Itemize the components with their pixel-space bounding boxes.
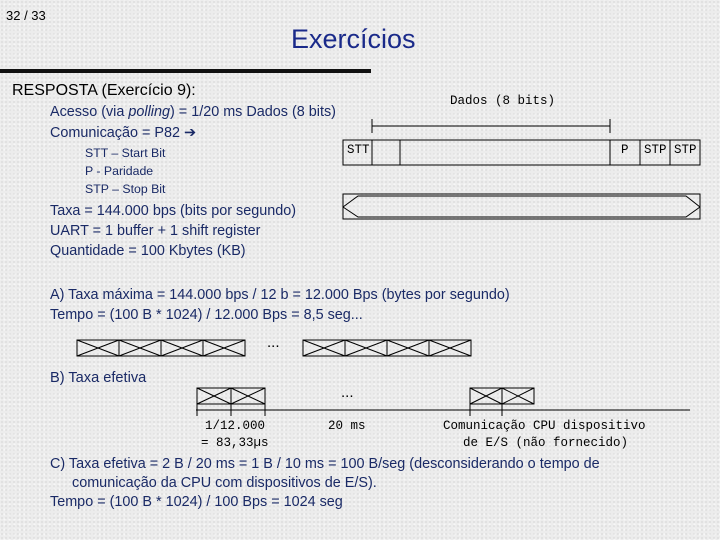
legend-parity: P - Paridade bbox=[85, 164, 154, 178]
uart-line: UART = 1 buffer + 1 shift register bbox=[50, 223, 261, 239]
legend-stop-bit: STP – Stop Bit bbox=[85, 182, 166, 196]
effective-rate-note-line: comunicação da CPU com dispositivos de E/S). bbox=[72, 475, 377, 491]
data-bits-bracket bbox=[372, 119, 610, 133]
timeline-axis bbox=[196, 404, 690, 416]
tick-label-20ms: 20 ms bbox=[328, 419, 366, 433]
max-rate-ellipsis: ... bbox=[267, 334, 280, 351]
effective-rate-byte-cells bbox=[197, 388, 534, 404]
tick-label-byte-time-1: 1/12.000 bbox=[205, 419, 266, 433]
legend-start-bit: STT – Start Bit bbox=[85, 146, 166, 160]
max-rate-time-line: Tempo = (100 B * 1024) / 12.000 Bps = 8,5 seg... bbox=[50, 307, 363, 323]
start-bit-cell-label: STT bbox=[347, 143, 370, 157]
effective-time-line: Tempo = (100 B * 1024) / 100 Bps = 1024 seg bbox=[50, 494, 343, 510]
max-rate-line: A) Taxa máxima = 144.000 bps / 12 b = 12.000 Bps (bytes por segundo) bbox=[50, 287, 510, 303]
stop-bit-cell-label-2: STP bbox=[674, 143, 697, 157]
tick-label-byte-time-2: = 83,33µs bbox=[201, 436, 269, 450]
answer-heading: RESPOSTA (Exercício 9): bbox=[12, 82, 196, 99]
slide-title: Exercícios bbox=[291, 24, 416, 54]
page-number: 32 / 33 bbox=[6, 8, 46, 23]
effective-rate-calc-line: C) Taxa efetiva = 2 B / 20 ms = 1 B / 10 ms = 100 B/seg (desconsiderando o tempo de bbox=[50, 456, 600, 472]
quantity-line: Quantidade = 100 Kbytes (KB) bbox=[50, 243, 246, 259]
access-line: Acesso (via polling) = 1/20 ms Dados (8 bits) bbox=[50, 104, 336, 120]
effective-rate-ellipsis: ... bbox=[341, 384, 354, 401]
communication-line: Comunicação = P82 ➔ bbox=[50, 125, 197, 141]
data-bits-label: Dados (8 bits) bbox=[450, 94, 556, 108]
tick-label-cpu-comm-2: de E/S (não fornecido) bbox=[463, 436, 629, 450]
effective-rate-label: B) Taxa efetiva bbox=[50, 370, 147, 386]
stop-bit-cell-label-1: STP bbox=[644, 143, 667, 157]
rate-line: Taxa = 144.000 bps (bits por segundo) bbox=[50, 203, 297, 219]
parity-cell-label: P bbox=[621, 143, 629, 157]
tick-label-cpu-comm-1: Comunicação CPU dispositivo bbox=[443, 419, 646, 433]
arrow-right-icon: ➔ bbox=[184, 125, 197, 141]
serial-waveform bbox=[343, 194, 700, 219]
